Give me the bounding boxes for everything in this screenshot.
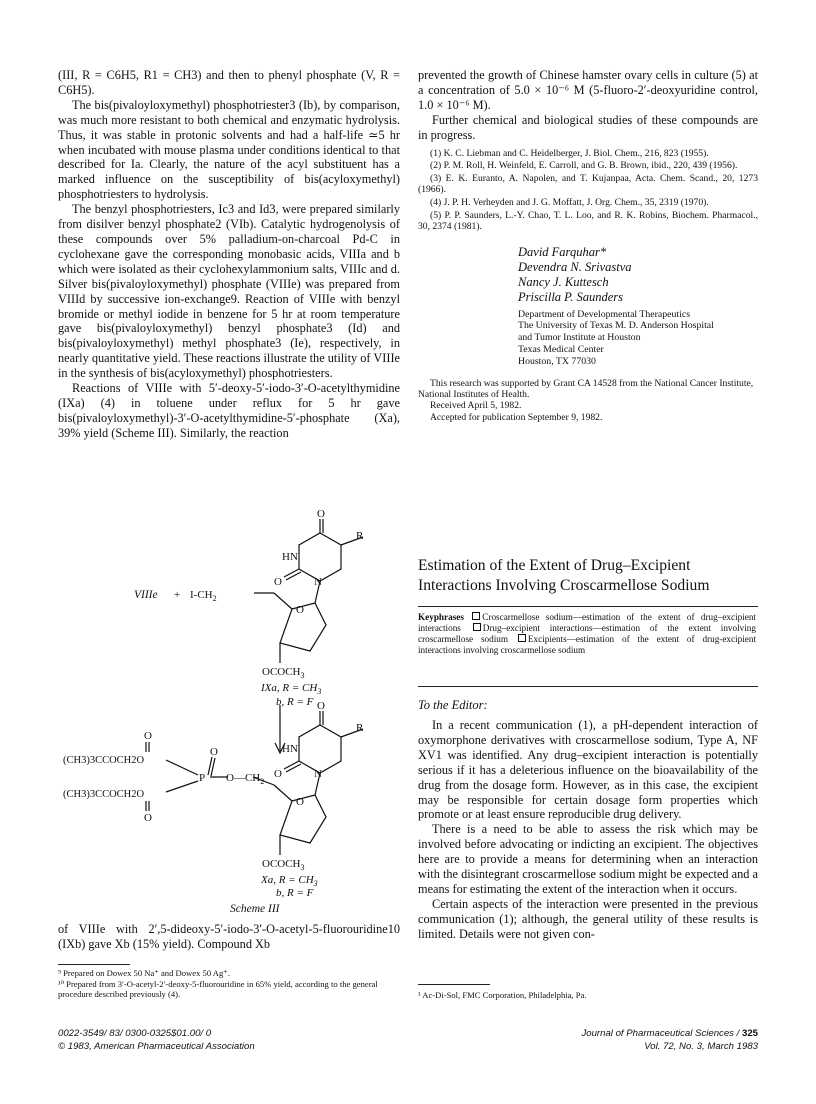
footer-volume: Vol. 72, No. 3, March 1983	[644, 1041, 758, 1052]
viiie-label: VIIIe	[134, 589, 158, 601]
n-label: N	[314, 768, 322, 780]
oxygen-label: O	[296, 796, 304, 808]
oxygen-label: O	[296, 604, 304, 616]
keyphrases	[418, 612, 756, 656]
paragraph: The bis(pivaloyloxymethyl) phosphotriester3 (Ib), by comparison, was much more resistant to both chemical and enzymatic hydrolysis. Thus, it was stable in protonic solvents and had a half-life ≃5 hr when incubated with mouse plasma under conditions identical to that described for Ia. Clearly, the nature of the acyl substituent has a marked influence on the susceptibility of bis(acyloxymethyl) phosphotriesters to hydrolysis.	[58, 97, 400, 202]
author-name: Devendra N. Srivastva	[518, 259, 632, 274]
ixa-caption: IXa, $R = CH_3$	[261, 682, 322, 696]
ococh3-label: $OCOCH_3$	[262, 858, 305, 872]
och2-label: $O—CH_2$	[226, 772, 265, 786]
author-name: Nancy J. Kuttesch	[518, 274, 609, 289]
paragraph: There is a need to be able to assess the risk which may be involved before advocating or indicting an excipient. The objectives here are to provide a means for determining when an interaction with the disintegrant croscarmellose sodium might be expected and a means for estimating the extent of the interaction when it occurs.	[418, 822, 758, 896]
paragraph: In a recent communication (1), a pH-dependent interaction of oxymorphone derivatives with croscarmellose sodium, Type A, NF XV1 was identified. Any drug–excipient interaction is potentially serious if it has a deleterious influence on the bioavailability of the drug from the dosage form. However, as in this case, the excipient may be responsible for certain dosage form properties which promote or at least ensure reproducible drug delivery.	[418, 718, 758, 822]
xa-caption: Xa, $R = CH_3$	[261, 874, 318, 888]
ococh3-label: $OCOCH_3$	[262, 666, 305, 680]
paragraph: prevented the growth of Chinese hamster ovary cells in culture (5) at a concentration of 5.0 × 10⁻⁶ M (5-fluoro-2′-deoxyuridine control, 1.0 × 10⁻⁶ M).	[418, 68, 758, 112]
n-label: N	[314, 576, 322, 588]
author-block	[518, 245, 758, 368]
footer-code: 0022-3549/ 83/ 0300-0325$01.00/ 0	[58, 1028, 212, 1039]
hn-label: HN	[282, 743, 298, 755]
article-title: Estimation of the Extent of Drug–Excipient Interactions Involving Croscarmellose Sodium	[418, 557, 710, 594]
footnote: ¹⁰ Prepared from 3′-O-acetyl-2′-deoxy-5-fluorouridine in 65% yield, according to the general procedure described previously (4).	[58, 979, 378, 999]
accepted-date: Accepted for publication September 9, 1982.	[430, 411, 603, 423]
keyphrase: Excipients—estimation of the extent of drug-excipient interactions involving croscarmellose sodium	[418, 633, 757, 655]
box-icon	[518, 634, 526, 642]
keyphrases-rule	[418, 686, 758, 687]
affiliation-line: Texas Medical Center	[518, 344, 604, 356]
box-icon	[472, 612, 480, 620]
reference-item: (4) J. P. H. Verheyden and J. G. Moffatt, J. Org. Chem., 35, 2319 (1970).	[430, 196, 709, 208]
title-rule	[418, 606, 758, 607]
pivaloyl-label: (CH3)3CCOCH2O	[63, 755, 145, 766]
author-name: Priscilla P. Saunders	[518, 289, 623, 304]
keyphrase: Drug–excipient interactions—estimation of the extent involving croscarmellose sodium	[418, 622, 756, 644]
ich2-label: $I-CH_2$	[190, 589, 217, 603]
r-label: R	[356, 530, 364, 542]
affiliation-line: The University of Texas M. D. Anderson Hospital	[518, 320, 714, 332]
oxygen-label: O	[210, 746, 218, 758]
paragraph: Further chemical and biological studies of these compounds are in progress.	[418, 112, 758, 142]
salutation: To the Editor:	[418, 698, 488, 712]
right-column	[418, 68, 758, 423]
oxygen-label: O	[317, 700, 325, 712]
reference-item: (2) P. M. Roll, H. Weinfeld, E. Carroll, and G. B. Brown, ibid., 220, 439 (1956).	[430, 160, 738, 172]
oxygen-label: O	[274, 768, 282, 780]
keyphrases-label: Keyphrases	[418, 612, 464, 622]
affiliation	[518, 309, 758, 368]
left-column-bottom	[58, 922, 400, 952]
received-date: Received April 5, 1982.	[430, 400, 522, 412]
page-number: 325	[741, 1028, 758, 1039]
r-label: R	[356, 722, 364, 734]
plus-sign: +	[174, 589, 181, 601]
article-body	[418, 718, 758, 942]
affiliation-line: Department of Developmental Therapeutics	[518, 308, 691, 320]
affiliation-line: Houston, TX 77030	[518, 355, 596, 367]
footnote: ⁹ Prepared on Dowex 50 Na⁺ and Dowex 50 Ag⁺.	[58, 968, 230, 978]
keyphrase: Croscarmellose sodium—estimation of the extent of drug–excipient interactions	[418, 612, 756, 633]
oxygen-label: O	[144, 812, 152, 824]
footnote-rule	[58, 964, 130, 965]
footnote: ¹ Ac-Di-Sol, FMC Corporation, Philadelphia, Pa.	[418, 990, 587, 1000]
reference-item: (5) P. P. Saunders, L.-Y. Chao, T. L. Loo, and R. K. Robins, Biochem. Pharmacol., 30, 2374 (1981).	[418, 209, 758, 233]
paragraph: Certain aspects of the interaction were presented in the previous communication (1); although, the general utility of these results is limited. Details were not given con-	[418, 896, 758, 941]
acknowledgment-line: This research was supported by Grant CA 14528 from the National Cancer Institute, National Institutes of Health.	[418, 377, 754, 401]
author-name: David Farquhar*	[518, 244, 607, 259]
xb-caption: b, R = F	[276, 887, 314, 899]
phosphorus-label: P	[199, 772, 206, 784]
affiliation-line: and Tumor Institute at Houston	[518, 332, 641, 344]
hn-label: HN	[282, 551, 298, 563]
scheme-caption: Scheme III	[230, 903, 280, 915]
paragraph: of VIIIe with 2′,5-dideoxy-5′-iodo-3′-O-acetyl-5-fluorouridine10 (IXb) gave Xb (15% yield). Compound Xb	[58, 922, 400, 951]
ixb-caption: b, R = F	[276, 696, 314, 708]
paragraph: The benzyl phosphotriesters, Ic3 and Id3, were prepared similarly from disilver benzyl phosphate2 (VIb). Catalytic hydrogenolysis of these compounds over 5% palladium-on-charcoal Pd-C in cyclohexane gave the corresponding monobasic acids, VIIIa and b which were isolated as their cyclohexylammonium salts, VIIIc and d. Silver bis(pivaloyloxymethyl) phosphate (VIIIe) was prepared from VIIId by successive ion-exchange9. Reaction of VIIIe with benzyl bromide or methyl iodide in benzene for 5 hr at room temperature gave bis(pivaloyloxymethyl) benzyl phosphate3 (Id) and bis(pivaloyloxymethyl) methyl phosphate3 (Ie), respectively, in nearly quantitative yield. These reactions illustrate the utility of VIIIe in the synthesis of bis(acyloxymethyl) phosphotriesters.	[58, 202, 400, 381]
reference-item: (1) K. C. Liebman and C. Heidelberger, J. Biol. Chem., 216, 823 (1955).	[430, 147, 709, 159]
reference-list	[418, 148, 758, 233]
left-column	[58, 68, 400, 441]
paragraph: (III, R = C6H5, R1 = CH3) and then to phenyl phosphate (V, R = C6H5).	[58, 68, 400, 97]
box-icon	[473, 623, 481, 631]
acknowledgment	[418, 378, 758, 424]
pivaloyl-label: (CH3)3CCOCH2O	[63, 789, 145, 800]
scheme-iii-figure	[58, 505, 400, 920]
footer-journal: Journal of Pharmaceutical Sciences / 325	[581, 1028, 758, 1039]
oxygen-label: O	[144, 730, 152, 742]
footer-copyright: © 1983, American Pharmaceutical Association	[58, 1041, 255, 1052]
oxygen-label: O	[274, 576, 282, 588]
footnote-rule	[418, 984, 490, 985]
scheme-iii-drawing	[58, 505, 400, 920]
oxygen-label: O	[317, 508, 325, 520]
paragraph: Reactions of VIIIe with 5′-deoxy-5′-iodo-3′-O-acetylthymidine (IXa) (4) in toluene under reflux for 5 hr gave bis(pivaloyloxymethyl)-3′-O-acetylthymidine-5′-phosphate (Xa), 39% yield (Scheme III). Similarly, the reaction	[58, 381, 400, 440]
reference-item: (3) E. K. Euranto, A. Napolen, and T. Kujanpaa, Acta. Chem. Scand., 20, 1273 (1966).	[418, 172, 758, 196]
